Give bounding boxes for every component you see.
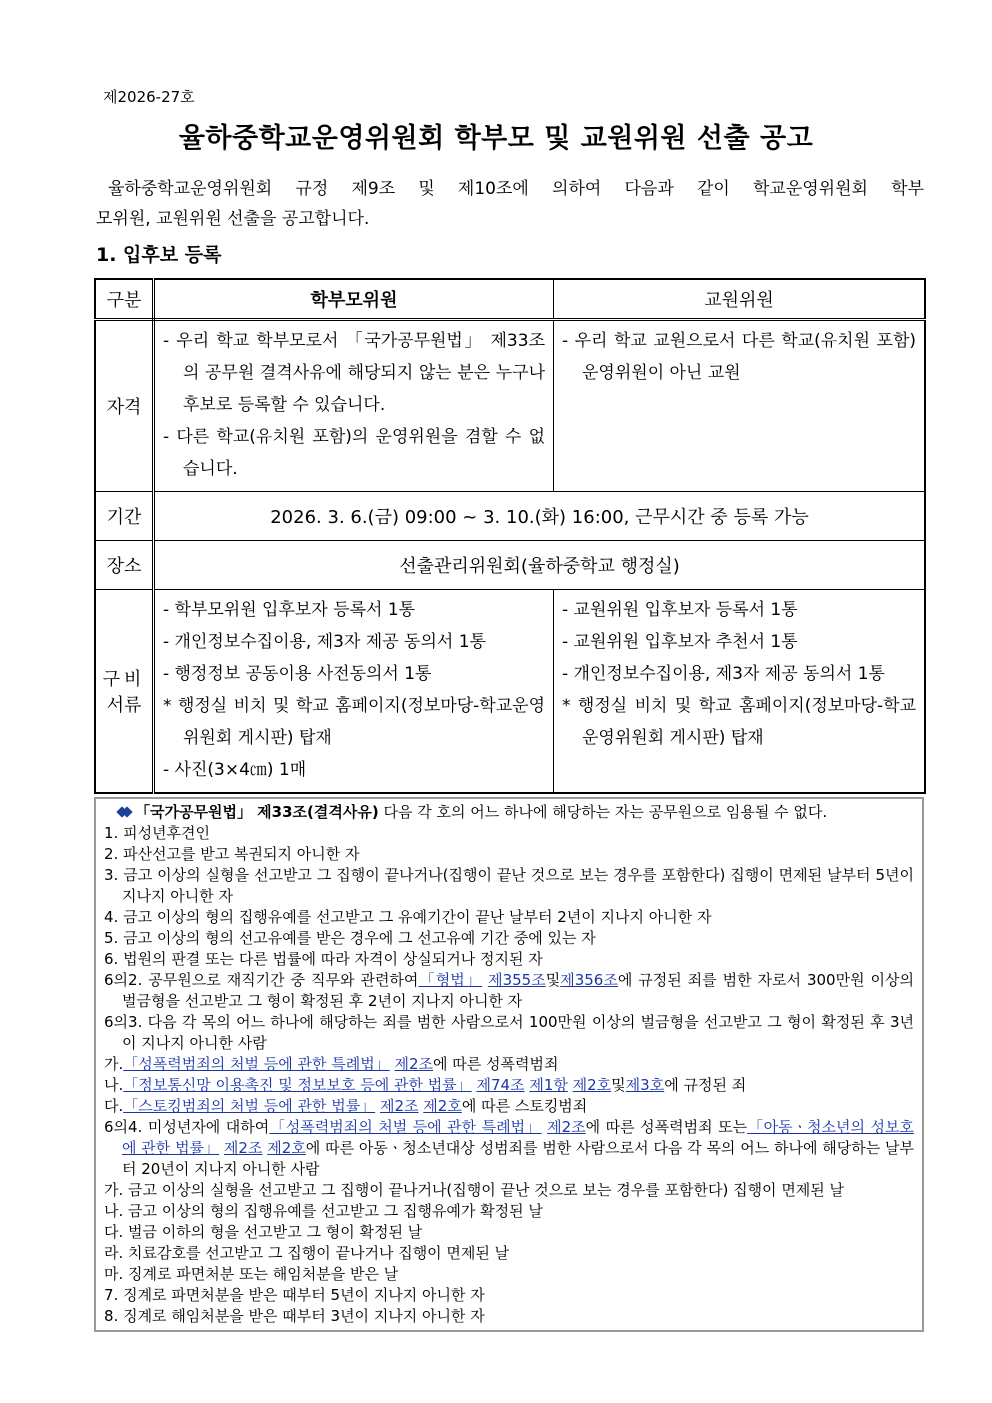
intro-line-2: 모위원, 교원위원 선출을 공고합니다. <box>96 209 370 229</box>
law-subitem: 가. 금고 이상의 실형을 선고받고 그 집행이 끝나거나(집행이 끝난 것으로 보는 경우를 포함한다) 집행이 면제된 날 <box>104 1181 845 1199</box>
text-segment: 6의2. 공무원으로 재직기간 중 직무와 관련하여 <box>104 971 419 989</box>
text-segment: 및 <box>545 971 561 989</box>
header-category: 구분 <box>95 279 154 320</box>
text-segment: 에 따른 스토킹범죄 <box>461 1097 588 1115</box>
registration-table <box>94 278 926 794</box>
law-subitem <box>104 1054 914 1075</box>
law-subitem: 나. 금고 이상의 형의 집행유예를 선고받고 그 집행유예가 확정된 날 <box>104 1202 543 1220</box>
law-link[interactable]: 제2호 <box>267 1139 306 1157</box>
period-value: 2026. 3. 6.(금) 09:00 ~ 3. 10.(화) 16:00, 근무시간 중 등록 가능 <box>154 492 926 541</box>
law-subitem: 다. 벌금 이하의 형을 선고받고 그 형이 확정된 날 <box>104 1223 423 1241</box>
documents-label-top: 구비 <box>102 669 146 690</box>
qualification-label: 자격 <box>95 320 154 492</box>
law-link[interactable]: 「형법」 <box>418 971 483 989</box>
text-segment: 에 따른 성폭력범죄 또는 <box>585 1118 748 1136</box>
law-link[interactable]: 제2조 <box>223 1139 263 1157</box>
documents-row <box>95 590 925 794</box>
law-subitem: 마. 징계로 파면처분 또는 해임처분을 받은 날 <box>104 1265 399 1283</box>
law-item: 3. 금고 이상의 실형을 선고받고 그 집행이 끝나거나(집행이 끝난 것으로 보는 경우를 포함한다) 집행이 면제된 날부터 5년이 지나지 아니한 자 <box>104 866 914 905</box>
law-item-6-4 <box>104 1117 914 1180</box>
teacher-qualification <box>554 320 926 492</box>
list-item: - 개인정보수집이용, 제3자 제공 동의서 1통 <box>163 632 486 652</box>
law-heading-text: 다음 각 호의 어느 하나에 해당하는 자는 공무원으로 임용될 수 없다. <box>378 803 828 821</box>
law-link[interactable]: 「아동ㆍ청소년의 성보호에 관한 법률」 <box>122 1118 914 1157</box>
law-link[interactable]: 제2조 <box>547 1118 586 1136</box>
text-segment: 나. <box>104 1076 124 1094</box>
law-link[interactable]: 제2조 <box>394 1055 434 1073</box>
law-item: 8. 징계로 해임처분을 받은 때부터 3년이 지나지 아니한 자 <box>104 1307 485 1325</box>
law-item: 4. 금고 이상의 형의 집행유예를 선고받고 그 유예기간이 끝난 날부터 2년이 지나지 아니한 자 <box>104 908 712 926</box>
law-item: 6. 법원의 판결 또는 다른 법률에 따라 자격이 상실되거나 정지된 자 <box>104 950 543 968</box>
law-link[interactable]: 제2조 <box>379 1097 419 1115</box>
law-link[interactable]: 「성폭력범죄의 처벌 등에 관한 특례법」 <box>123 1055 390 1073</box>
parent-qualification <box>154 320 554 492</box>
documents-label-bottom: 서류 <box>106 695 142 716</box>
table-header-row <box>95 279 925 320</box>
list-item: - 교원위원 입후보자 추천서 1통 <box>562 632 798 652</box>
law-link[interactable]: 제3호 <box>625 1076 665 1094</box>
period-row <box>95 492 925 541</box>
law-item-6-2 <box>104 970 914 1012</box>
list-item: * 행정실 비치 및 학교 홈페이지(정보마당-학교운영위원회 게시판) 탑재 <box>163 696 545 748</box>
list-item: * 행정실 비치 및 학교 홈페이지(정보마당-학교운영위원회 게시판) 탑재 <box>562 696 916 748</box>
list-item: - 사진(3×4㎝) 1매 <box>163 760 307 780</box>
law-item: 5. 금고 이상의 형의 선고유예를 받은 경우에 그 선고유예 기간 중에 있는 자 <box>104 929 596 947</box>
law-link[interactable]: 「정보통신망 이용촉진 및 정보보호 등에 관한 법률」 <box>123 1076 472 1094</box>
law-link[interactable]: 제74조 <box>476 1076 525 1094</box>
documents-label <box>95 590 154 794</box>
text-segment: 가. <box>104 1055 124 1073</box>
period-label: 기간 <box>95 492 154 541</box>
law-heading <box>104 802 914 823</box>
law-link[interactable]: 제2호 <box>423 1097 462 1115</box>
law-link[interactable]: 제355조 <box>488 971 546 989</box>
teacher-documents <box>554 590 926 794</box>
header-teacher: 교원위원 <box>554 279 926 320</box>
list-item: - 개인정보수집이용, 제3자 제공 동의서 1통 <box>562 664 885 684</box>
law-subitem <box>104 1075 914 1096</box>
page-title: 율하중학교운영위원회 학부모 및 교원위원 선출 공고 <box>178 123 814 154</box>
law-item: 7. 징계로 파면처분을 받은 때부터 5년이 지나지 아니한 자 <box>104 1286 485 1304</box>
text-segment: 및 <box>611 1076 626 1094</box>
law-link[interactable]: 제356조 <box>560 971 618 989</box>
law-link[interactable]: 「성폭력범죄의 처벌 등에 관한 특례법」 <box>269 1118 542 1136</box>
parent-documents <box>154 590 554 794</box>
list-item: - 학부모위원 입후보자 등록서 1통 <box>163 600 416 620</box>
text-segment: 에 규정된 죄 <box>664 1076 747 1094</box>
list-item: - 다른 학교(유치원 포함)의 운영위원을 겸할 수 없습니다. <box>163 427 545 479</box>
place-value: 선출관리위원회(율하중학교 행정실) <box>154 541 926 590</box>
list-item: - 행정정보 공동이용 사전동의서 1통 <box>163 664 432 684</box>
header-parent: 학부모위원 <box>154 279 554 320</box>
law-link[interactable]: 제1항 <box>529 1076 568 1094</box>
intro-paragraph <box>96 174 924 234</box>
intro-line-1: 율하중학교운영위원회 규정 제9조 및 제10조에 의하여 다음과 같이 학교운영위원회 학부 <box>108 179 924 199</box>
list-item: - 교원위원 입후보자 등록서 1통 <box>562 600 798 620</box>
law-title: 「국가공무원법」 제33조(결격사유) <box>135 803 379 821</box>
text-segment: 다. <box>104 1097 124 1115</box>
law-item: 1. 피성년후견인 <box>104 824 211 842</box>
text-segment: 에 따른 성폭력범죄 <box>433 1055 559 1073</box>
text-segment: 에 따른 아동ㆍ청소년대상 성범죄를 범한 사람으로서 다음 각 목의 어느 하나에 해당하는 날부터 20년이 지나지 아니한 사람 <box>122 1139 914 1178</box>
place-label: 장소 <box>95 541 154 590</box>
list-item: - 우리 학교 교원으로서 다른 학교(유치원 포함)운영위원이 아닌 교원 <box>562 331 916 383</box>
document-number: 제2026-27호 <box>103 88 195 106</box>
law-item: 2. 파산선고를 받고 복권되지 아니한 자 <box>104 845 360 863</box>
qualification-row <box>95 320 925 492</box>
place-row <box>95 541 925 590</box>
text-segment: 6의4. 미성년자에 대하여 <box>104 1118 270 1136</box>
text-segment: 에 규정된 죄를 범한 자로서 300만원 이상의 벌금형을 선고받고 그 형이 확정된 후 2년이 지나지 아니한 자 <box>122 971 914 1010</box>
law-excerpt-box <box>94 797 924 1332</box>
list-item: - 우리 학교 학부모로서 「국가공무원법」 제33조의 공무원 결격사유에 해당되지 않는 분은 누구나 후보로 등록할 수 있습니다. <box>163 331 545 415</box>
law-item: 6의3. 다음 각 목의 어느 하나에 해당하는 죄를 범한 사람으로서 100만원 이상의 벌금형을 선고받고 그 형이 확정된 후 3년이 지나지 아니한 사람 <box>104 1013 914 1052</box>
law-link[interactable]: 「스토킹범죄의 처벌 등에 관한 법률」 <box>123 1097 376 1115</box>
section-title: 1. 입후보 등록 <box>96 244 222 266</box>
law-link[interactable]: 제2호 <box>572 1076 612 1094</box>
law-subitem: 라. 치료감호를 선고받고 그 집행이 끝나거나 집행이 면제된 날 <box>104 1244 510 1262</box>
law-subitem <box>104 1096 914 1117</box>
